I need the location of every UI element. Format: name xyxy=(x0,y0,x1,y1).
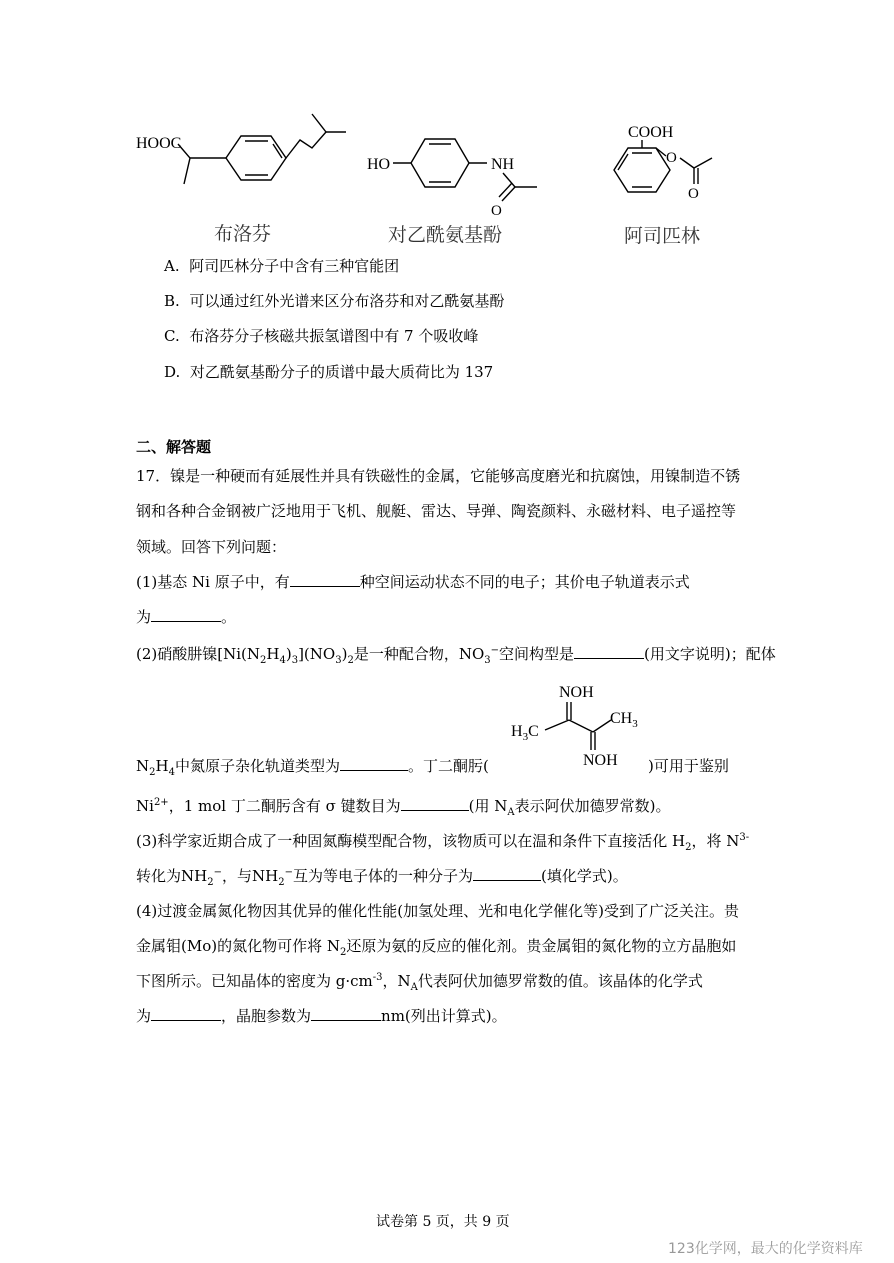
q17-line3: 领域。回答下列问题： xyxy=(136,538,287,556)
p2-text-a: (2)硝酸肼镍[Ni(N xyxy=(136,645,260,663)
q17-part4-line1: (4)过渡金属氮化物因其优异的催化性能(加氢处理、光和电化学催化等)受到了广泛关注。贵 xyxy=(136,902,739,920)
p2-text-n: Ni xyxy=(136,797,154,815)
aspirin-structure xyxy=(600,120,740,210)
option-a[interactable] xyxy=(164,255,399,277)
p2-text-e: ) xyxy=(341,645,348,663)
answer-blank-5[interactable] xyxy=(401,795,469,811)
p3-text-g: (填化学式)。 xyxy=(540,867,628,885)
dmg-h3c-left: $H_3C$ xyxy=(511,723,539,743)
p3-text-b: ，将 N xyxy=(691,832,740,850)
option-b-letter: B. xyxy=(164,292,180,310)
option-b[interactable] xyxy=(164,290,504,312)
ho-label: HO xyxy=(367,156,391,173)
answer-blank-1[interactable] xyxy=(290,571,360,587)
watermark: 123化学网，最大的化学资料库 xyxy=(668,1241,863,1257)
q17-part2-line1: (2)硝酸肼镍$[Ni(N_2H_4)_3](NO_3)_2$是一种配合物，$NO_3^-$空间构型是 (用文字说明)；配体 xyxy=(136,645,776,666)
hooc-label: HOOC xyxy=(136,135,182,152)
answer-blank-4[interactable] xyxy=(340,755,408,771)
p1-text-c: 为 xyxy=(136,608,152,626)
ester-o-label: O xyxy=(666,150,677,166)
p1-text-d: 。 xyxy=(221,608,237,626)
acetyl-o-label: O xyxy=(688,186,699,202)
p3-text-c: 3- xyxy=(739,832,750,843)
q17-part2-line2-tail: )可用于鉴别 xyxy=(648,757,729,775)
p3-text-f: 互为等电子体的一种分子为 xyxy=(292,867,473,885)
q17-line2: 钢和各种合金钢被广泛地用于飞机、舰艇、雷达、导弹、陶瓷颜料、永磁材料、电子遥控等 xyxy=(136,502,737,520)
p2-text-j: H xyxy=(155,757,169,775)
cooh-label: COOH xyxy=(628,124,674,141)
p2-text-l: 。丁二酮肟( xyxy=(407,757,489,775)
p2-text-d: ](NO xyxy=(298,645,336,663)
p2-text-o: 2+ xyxy=(153,797,169,808)
option-b-text: 可以通过红外光谱来区分布洛芬和对乙酰氨基酚 xyxy=(189,292,505,310)
p2-text-i: N xyxy=(136,757,150,775)
dmg-ch3-right: $CH_3$ xyxy=(610,710,638,730)
option-c-letter: C. xyxy=(164,327,180,345)
p4-text-g: 代表阿伏加德罗常数的值。该晶体的化学式 xyxy=(417,972,703,990)
aspirin-name: 阿司匹林 xyxy=(624,225,701,247)
p3-text-a: (3)科学家近期合成了一种固氮酶模型配合物，该物质可以在温和条件下直接活化 H xyxy=(136,832,686,850)
p4-text-d: 下图所示。已知晶体的密度为 g·cm xyxy=(136,972,373,990)
p2-text-s: 表示阿伏加德罗常数)。 xyxy=(514,797,671,815)
dimethylglyoxime-structure xyxy=(505,680,655,772)
option-d-letter: D. xyxy=(164,363,181,381)
q17-part4-line2: 金属钼(Mo)的氮化物可作将 $N_2$还原为氨的反应的催化剂。贵金属钼的氮化物的立方晶胞如 xyxy=(136,937,737,958)
p2-text-k: 中氮原子杂化轨道类型为 xyxy=(174,757,340,775)
q17-part4-line3: 下图所示。已知晶体的密度为 $g\cdot cm^{-3}$，$N_A$代表阿伏加德罗常数的值。该晶体的化学式 xyxy=(136,972,703,993)
p4-text-f: ，N xyxy=(382,972,411,990)
ibuprofen-structure xyxy=(130,108,360,198)
p4-text-b: 金属钼(Mo)的氮化物可作将 N xyxy=(136,937,340,955)
p1-text-b: 种空间运动状态不同的电子；其价电子轨道表示式 xyxy=(359,573,690,591)
paracetamol-name: 对乙酰氨基酚 xyxy=(388,224,503,246)
p2-text-f: 是一种配合物，NO xyxy=(353,645,485,663)
ibuprofen-name: 布洛芬 xyxy=(214,223,272,245)
p2-text-h: (用文字说明)；配体 xyxy=(644,645,776,663)
section-title: 二、解答题 xyxy=(136,438,212,456)
p4-text-j: nm(列出计算式)。 xyxy=(381,1007,507,1025)
q17-part3-line1: (3)科学家近期合成了一种固氮酶模型配合物，该物质可以在温和条件下直接活化 $H_2$，将 $N^{3-}$ xyxy=(136,832,750,853)
p4-text-i: ，晶胞参数为 xyxy=(221,1007,312,1025)
p2-text-q: (用 N xyxy=(468,797,508,815)
p3-text-e: ，与NH xyxy=(221,867,279,885)
q17-part1-line2 xyxy=(136,606,236,628)
option-c[interactable] xyxy=(164,325,478,347)
answer-blank-2[interactable] xyxy=(151,606,221,622)
answer-blank-3[interactable] xyxy=(574,643,644,659)
p2-text-p: ，1 mol 丁二酮肟含有 σ 键数目为 xyxy=(168,797,401,815)
option-d-text: 对乙酰氨基酚分子的质谱中最大质荷比为 137 xyxy=(189,363,494,381)
p4-text-e: -3 xyxy=(372,972,383,983)
p1-text-a: (1)基态 Ni 原子中，有 xyxy=(136,573,290,591)
page-footer: 试卷第 5 页，共 9 页 xyxy=(376,1214,510,1230)
p3-text-d: 转化为NH xyxy=(136,867,208,885)
dmg-noh-top: NOH xyxy=(559,684,594,701)
p2-text-c: ) xyxy=(285,645,292,663)
p4-text-c: 还原为氨的反应的催化剂。贵金属钼的氮化物的立方晶胞如 xyxy=(346,937,737,955)
answer-blank-7[interactable] xyxy=(151,1005,221,1021)
q17-part1-line1 xyxy=(136,571,690,593)
option-d[interactable] xyxy=(164,361,493,383)
answer-blank-8[interactable] xyxy=(311,1005,381,1021)
nh-label: NH xyxy=(491,156,515,173)
p4-text-h: 为 xyxy=(136,1007,152,1025)
p2-text-r: A xyxy=(507,807,515,818)
q17-part4-line4 xyxy=(136,1005,507,1027)
q17-part2-line2: $N_2H_4$中氮原子杂化轨道类型为 。丁二酮肟( xyxy=(136,757,489,778)
p2-text-b: H xyxy=(266,645,280,663)
carbonyl-o-label: O xyxy=(491,203,502,215)
option-c-text: 布洛芬分子核磁共振氢谱图中有 7 个吸收峰 xyxy=(189,327,479,345)
dmg-noh-bottom: NOH xyxy=(583,752,618,769)
q17-line1: 17．镍是一种硬而有延展性并具有铁磁性的金属，它能够高度磨光和抗腐蚀，用镍制造不锈 xyxy=(136,467,741,485)
answer-blank-6[interactable] xyxy=(473,865,541,881)
p2-text-g: 空间构型是 xyxy=(499,645,575,663)
paracetamol-structure xyxy=(365,125,555,215)
q17-part3-line2: 转化为$NH_2^-$，与$NH_2^-$互为等电子体的一种分子为 (填化学式)。 xyxy=(136,867,628,888)
q17-part2-line3 xyxy=(136,795,670,817)
option-a-text: 阿司匹林分子中含有三种官能团 xyxy=(189,257,400,275)
option-a-letter: A. xyxy=(164,257,180,275)
